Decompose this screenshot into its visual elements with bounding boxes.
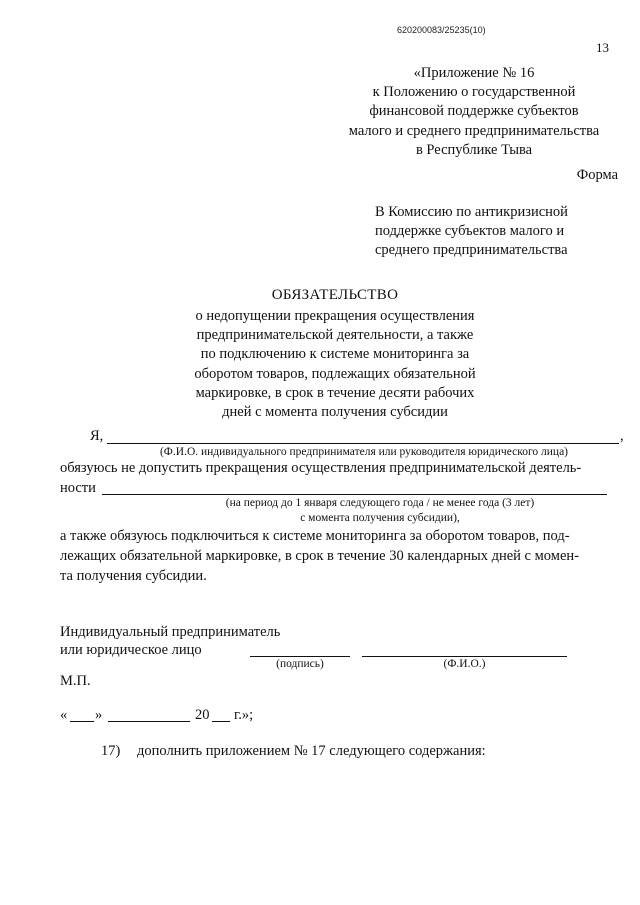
subtitle-line: маркировке, в срок в течение десяти рабочих [195,384,475,401]
document-subtitle [170,307,500,422]
commitment-line: обязуюсь не допустить прекращения осуществления предпринимательской деятель- [60,460,582,476]
subtitle-line: по подключению к системе мониторинга за [200,346,470,363]
subtitle-line: дней с момента получения субсидии [222,404,448,421]
monitoring-line: та получения субсидии. [60,568,207,584]
date-close-quote: » [95,707,103,723]
appendix-line: малого и среднего предпринимательства [348,122,600,139]
appendix-heading [330,64,618,160]
addressee-line: В Комиссию по антикризисной [375,204,568,220]
signatory-name-fill-line[interactable] [362,656,567,657]
signatory-type: Индивидуальный предприниматель [60,624,281,640]
item-text: дополнить приложением № 17 следующего содержания: [137,743,486,759]
appendix-line: «Приложение № 16 [413,65,535,81]
item-number: 17) [101,743,121,759]
monitoring-paragraph [60,526,622,586]
i-comma: , [620,428,624,444]
signature-hint: (подпись) [276,658,324,670]
subtitle-line: оборотом товаров, подлежащих обязательной [194,365,476,382]
date-year-line[interactable] [212,721,230,722]
document-title: ОБЯЗАТЕЛЬСТВО [271,287,399,303]
signatory-type: или юридическое лицо [60,642,202,658]
subtitle-line: предпринимательской деятельности, а также [196,327,474,344]
monitoring-line: а также обязуюсь подключиться к системе мониторинга за оборотом товаров, под- [60,528,570,544]
signature-fill-line[interactable] [250,656,350,657]
document-id: 620200083/25235(10) [397,25,486,35]
date-year-prefix: 20 [195,707,210,723]
addressee-line: среднего предпринимательства [375,242,568,258]
stamp-placeholder: М.П. [60,673,91,689]
subtitle-line: о недопущении прекращения осуществления [195,308,475,324]
period-fill-line[interactable] [102,494,607,495]
appendix-line: финансовой поддержке субъектов [369,103,579,120]
addressee-block [375,203,625,260]
fio-hint: (Ф.И.О. индивидуального предпринимателя или руководителя юридического лица) [159,446,569,458]
appendix-line: в Республике Тыва [415,141,533,158]
period-hint: (на период до 1 января следующего года / не менее года (3 лет) [225,497,535,509]
fio-fill-line[interactable] [107,443,619,444]
date-suffix: г.»; [234,707,254,723]
date-day-line[interactable] [70,721,94,722]
commitment-word-end: ности [60,480,96,496]
form-label: Форма [576,167,618,183]
addressee-line: поддержке субъектов малого и [375,223,565,239]
period-hint: с момента получения субсидии), [300,512,460,524]
i-label: Я, [90,428,104,444]
date-month-line[interactable] [108,721,190,722]
monitoring-line: лежащих обязательной маркировке, в срок в течение 30 календарных дней с момен- [60,548,579,564]
signatory-name-hint: (Ф.И.О.) [443,658,486,670]
date-open-quote: « [60,707,68,723]
page-number: 13 [596,40,609,55]
appendix-line: к Положению о государственной [372,84,576,101]
